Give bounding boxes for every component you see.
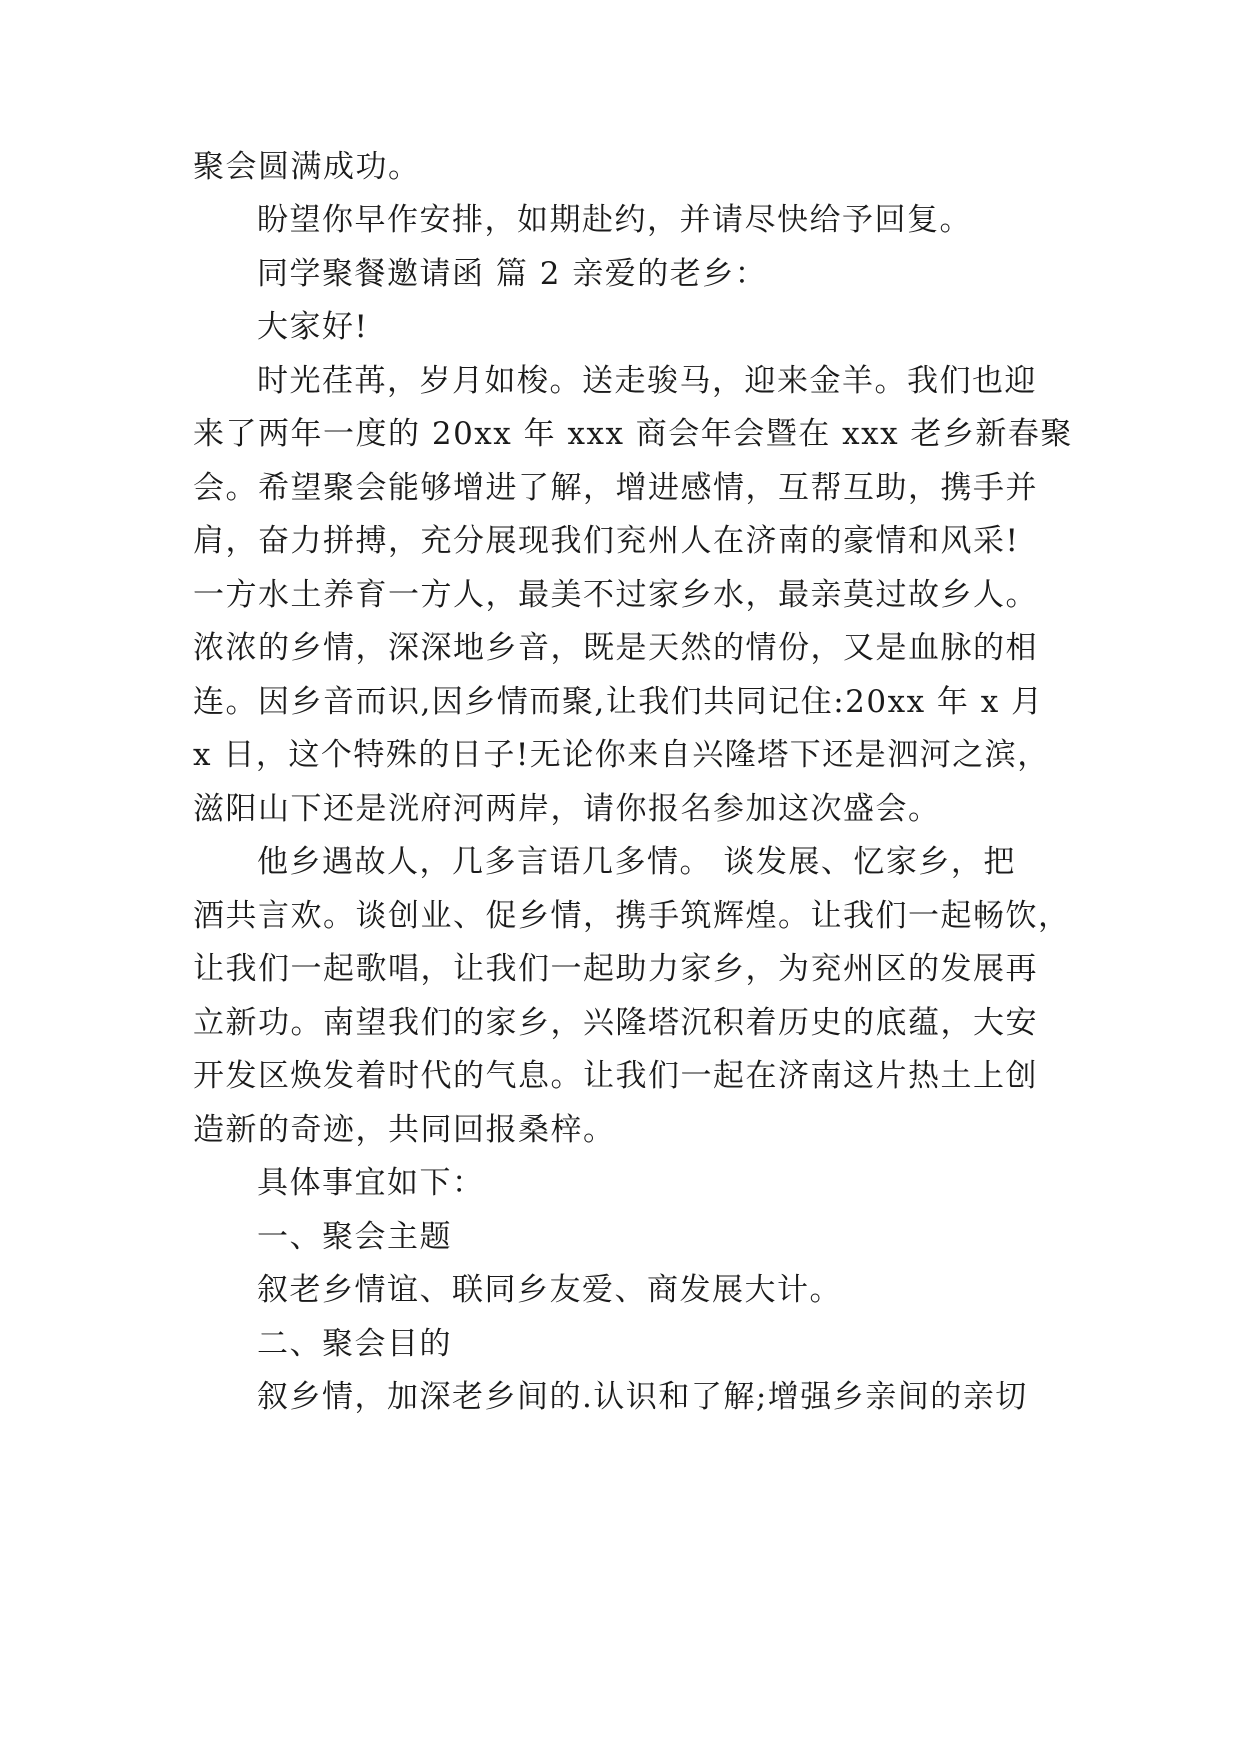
paragraph-line: 浓浓的乡情，深深地乡音，既是天然的情份，又是血脉的相 <box>193 630 1038 666</box>
paragraph-line: 同学聚餐邀请函 篇 2 亲爱的老乡： <box>257 256 768 292</box>
paragraph-line: 具体事宜如下： <box>257 1165 485 1201</box>
paragraph-line: 叙老乡情谊、联同乡友爱、商发展大计。 <box>257 1272 842 1308</box>
paragraph-line: 让我们一起歌唱，让我们一起助力家乡，为兖州区的发展再 <box>193 951 1038 987</box>
paragraph-line: 叙乡情，加深老乡间的.认识和了解;增强乡亲间的亲切 <box>257 1379 1028 1415</box>
paragraph-line: 造新的奇迹，共同回报桑梓。 <box>193 1112 616 1148</box>
paragraph-line: 盼望你早作安排，如期赴约，并请尽快给予回复。 <box>257 202 972 238</box>
paragraph-line: 他乡遇故人，几多言语几多情。 谈发展、忆家乡，把 <box>257 844 1016 880</box>
paragraph-line: 会。希望聚会能够增进了解，增进感情，互帮互助，携手并 <box>193 470 1038 506</box>
paragraph-line: 酒共言欢。谈创业、促乡情，携手筑辉煌。让我们一起畅饮， <box>193 898 1071 934</box>
paragraph-line: 大家好! <box>257 309 369 345</box>
paragraph-line: 来了两年一度的 20xx 年 xxx 商会年会暨在 xxx 老乡新春聚 <box>193 416 1073 452</box>
paragraph-line: x 日，这个特殊的日子!无论你来自兴隆塔下还是泗河之滨， <box>193 737 1050 773</box>
paragraph-line: 聚会圆满成功。 <box>193 149 421 185</box>
paragraph-line: 时光荏苒，岁月如梭。送走骏马，迎来金羊。我们也迎 <box>257 363 1037 399</box>
section-heading: 一、聚会主题 <box>257 1219 452 1255</box>
paragraph-line: 开发区焕发着时代的气息。让我们一起在济南这片热土上创 <box>193 1058 1038 1094</box>
section-heading: 二、聚会目的 <box>257 1326 452 1362</box>
paragraph-line: 滋阳山下还是洸府河两岸，请你报名参加这次盛会。 <box>193 791 941 827</box>
paragraph-line: 一方水土养育一方人，最美不过家乡水，最亲莫过故乡人。 <box>193 577 1038 613</box>
paragraph-line: 连。因乡音而识,因乡情而聚,让我们共同记住:20xx 年 x 月 <box>193 684 1044 720</box>
paragraph-line: 立新功。南望我们的家乡，兴隆塔沉积着历史的底蕴，大安 <box>193 1005 1038 1041</box>
paragraph-line: 肩，奋力拼搏，充分展现我们兖州人在济南的豪情和风采! <box>193 523 1020 559</box>
